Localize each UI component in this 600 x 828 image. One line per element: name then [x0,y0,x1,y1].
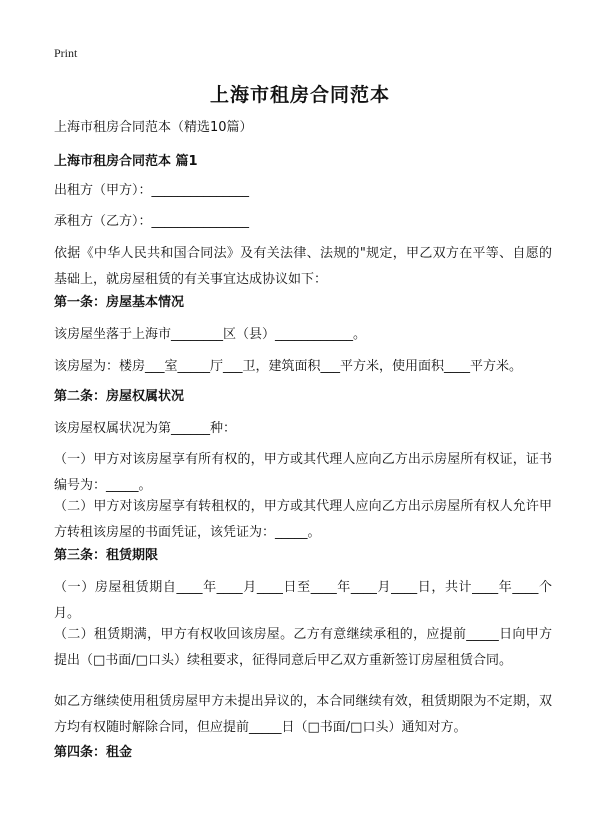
preamble-paragraph: 依据《中华人民共和国合同法》及有关法律、法规的"规定，甲乙双方在平等、自愿的基础上，就房屋租赁的有关事宜达成协议如下： [54,246,552,287]
lessee-line: 承租方（乙方）：_______________ [54,214,250,229]
article-3-clause-2: （二）租赁期满，甲方有权收回该房屋。乙方有意继续承租的，应提前_____日向甲方提出（□书面/□口头）续租要求，征得同意后甲乙双方重新签订房屋租赁合同。 [54,627,552,668]
article-2-clause-2: （二）甲方对该房屋享有转租权的，甲方或其代理人应向乙方出示房屋所有权人允许甲方转租该房屋的书面凭证，该凭证为：_____。 [54,499,552,540]
article-3-clause-1: （一）房屋租赁期自____年____月____日至____年____月____日，共计____年____个月。 [54,580,552,621]
article-4-heading: 第四条：租金 [54,745,133,760]
article-1-heading: 第一条：房屋基本情况 [54,295,185,310]
article-1-location: 该房屋坐落于上海市________区（县）____________。 [54,327,367,342]
article-3-clause-3: 如乙方继续使用租赁房屋甲方未提出异议的，本合同继续有效，租赁期限为不定期，双方均有权随时解除合同，但应提前_____日（□书面/□口头）通知对方。 [54,694,552,735]
lessor-line: 出租方（甲方）：_______________ [54,183,250,198]
subtitle: 上海市租房合同范本（精选10篇） [54,120,253,135]
article-2-heading: 第二条：房屋权属状况 [54,389,185,404]
part-heading: 上海市租房合同范本 篇1 [54,154,198,169]
article-2-clause-1: （一）甲方对该房屋享有所有权的，甲方或其代理人应向乙方出示房屋所有权证，证书编号为：_____。 [54,452,552,493]
page-title: 上海市租房合同范本 [209,84,390,106]
print-link[interactable]: Print [54,46,78,60]
article-3-heading: 第三条：租赁期限 [54,548,159,563]
article-2-status: 该房屋权属状况为第______种： [54,421,237,436]
article-1-layout: 该房屋为：楼房___室_____厅___卫，建筑面积___平方米，使用面积____平方米。 [54,359,523,374]
